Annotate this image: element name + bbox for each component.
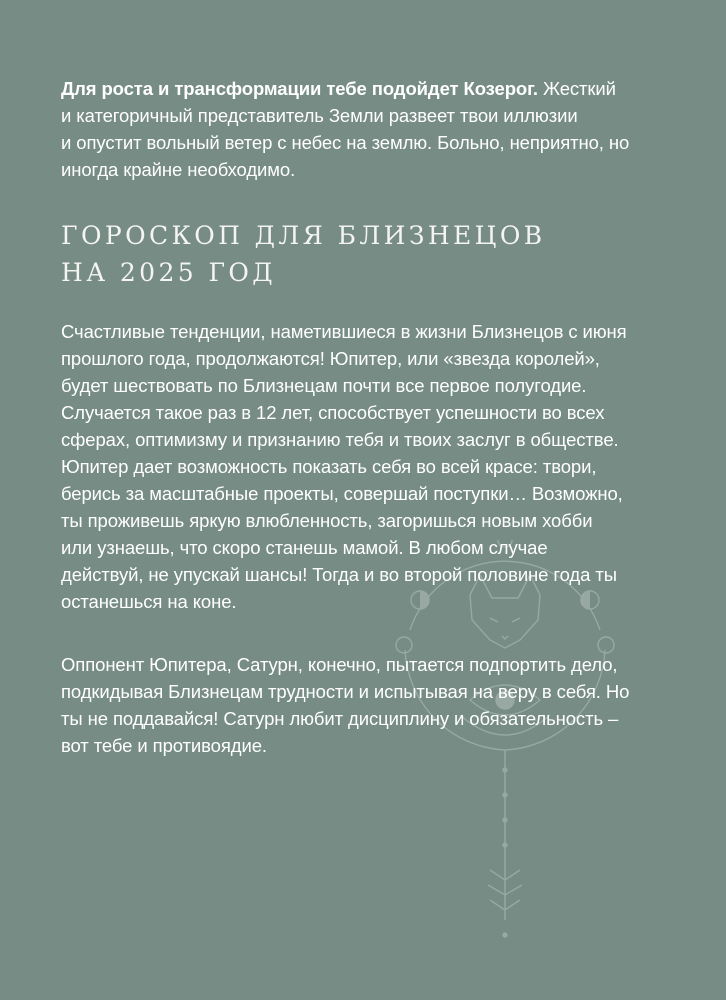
paragraph-line: ты не поддавайся! Сатурн любит дисциплину и обязательность – (61, 708, 619, 729)
paragraph-line: будет шествовать по Близнецам почти все первое полугодие. (61, 375, 587, 396)
paragraph-line: или узнаешь, что скоро станешь мамой. В любом случае (61, 537, 548, 558)
paragraph-line: ты проживешь яркую влюбленность, загоришься новым хобби (61, 510, 593, 531)
paragraph-line: прошлого года, продолжаются! Юпитер, или «звезда королей», (61, 348, 600, 369)
body-paragraph-1 (61, 318, 681, 615)
heading-line-1: ГОРОСКОП ДЛЯ БЛИЗНЕЦОВ (61, 221, 546, 250)
paragraph-line: Случается такое раз в 12 лет, способствует успешности во всех (61, 402, 605, 423)
paragraph-line: Оппонент Юпитера, Сатурн, конечно, пытается подпортить дело, (61, 654, 618, 675)
heading-line-2: НА 2025 ГОД (61, 258, 277, 287)
paragraph-line: Счастливые тенденции, наметившиеся в жизни Близнецов с июня (61, 321, 627, 342)
paragraph-line: сферах, оптимизму и признанию тебя и твоих заслуг в обществе. (61, 429, 619, 450)
section-heading (61, 217, 546, 291)
paragraph-line: берись за масштабные проекты, совершай поступки… Возможно, (61, 483, 623, 504)
paragraph-line: вот тебе и противоядие. (61, 735, 267, 756)
body-paragraph-2 (61, 651, 681, 759)
intro-line: и категоричный представитель Земли развеет твои иллюзии (61, 105, 578, 126)
intro-line-1-rest: Жесткий (537, 78, 616, 99)
intro-paragraph (61, 75, 681, 183)
intro-line: и опустит вольный ветер с небес на землю. Больно, неприятно, но (61, 132, 630, 153)
paragraph-line: Юпитер дает возможность показать себя во всей красе: твори, (61, 456, 597, 477)
intro-bold-lead: Для роста и трансформации тебе подойдет Козерог. (61, 78, 538, 99)
intro-line-1 (61, 75, 681, 102)
paragraph-line: останешься на коне. (61, 591, 237, 612)
paragraph-line: действуй, не упускай шансы! Тогда и во второй половине года ты (61, 564, 617, 585)
paragraph-line: подкидывая Близнецам трудности и испытывая на веру в себя. Но (61, 681, 630, 702)
intro-line: иногда крайне необходимо. (61, 159, 296, 180)
